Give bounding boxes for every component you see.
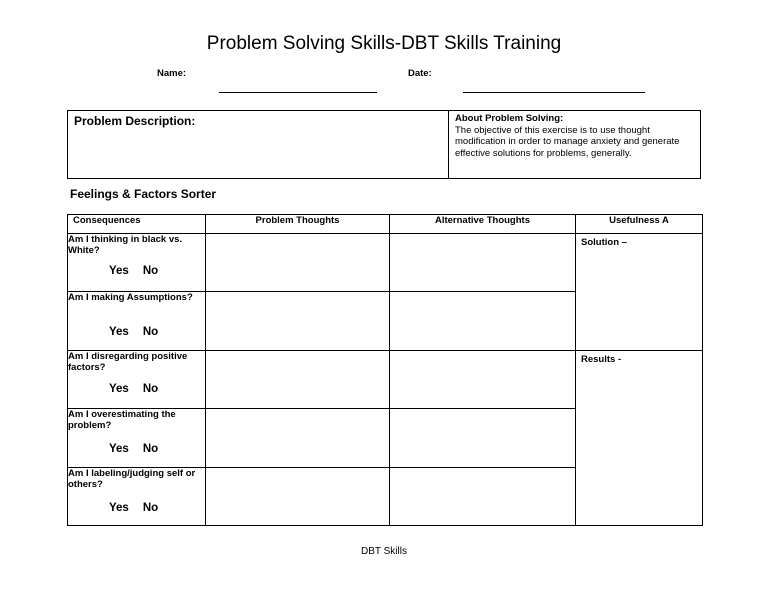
problem-thought-cell[interactable] <box>206 468 390 526</box>
no-option[interactable]: No <box>142 265 159 277</box>
question-text: Am I overestimating the problem? <box>68 409 176 431</box>
alternative-thought-cell[interactable] <box>390 351 576 409</box>
problem-thought-cell[interactable] <box>206 351 390 409</box>
results-cell[interactable] <box>576 351 703 526</box>
alternative-thought-cell[interactable] <box>390 409 576 468</box>
yes-option[interactable]: Yes <box>109 502 129 514</box>
no-option[interactable]: No <box>142 502 159 514</box>
name-label: Name: <box>157 68 187 79</box>
question-text: Am I labeling/judging self or others? <box>68 468 196 490</box>
table-row <box>68 234 703 292</box>
about-problem-solving <box>449 111 700 178</box>
no-option[interactable]: No <box>142 326 159 338</box>
solution-label: Solution – <box>581 237 627 248</box>
question-cell <box>68 409 206 468</box>
results-label: Results - <box>581 354 622 365</box>
yes-option[interactable]: Yes <box>109 265 129 277</box>
solution-cell[interactable] <box>576 234 703 351</box>
question-text: Am I disregarding positive factors? <box>68 351 188 373</box>
yes-no-options <box>109 327 158 338</box>
yes-no-options <box>109 503 158 514</box>
page-footer: DBT Skills <box>361 546 407 557</box>
header-usefulness: Usefulness A <box>576 215 703 234</box>
yes-option[interactable]: Yes <box>109 443 129 455</box>
yes-no-options <box>109 384 158 395</box>
date-field[interactable] <box>463 92 645 93</box>
about-text: The objective of this exercise is to use thought modification in order to manage anxiety and generate effective solutions for problems, generally. <box>455 124 680 159</box>
no-option[interactable]: No <box>142 383 159 395</box>
yes-no-options <box>109 444 158 455</box>
question-cell <box>68 292 206 351</box>
alternative-thought-cell[interactable] <box>390 468 576 526</box>
question-text: Am I thinking in black vs. White? <box>68 234 183 256</box>
about-title: About Problem Solving: <box>455 113 564 124</box>
header-problem-thoughts: Problem Thoughts <box>206 215 390 234</box>
problem-description-label: Problem Description: <box>74 114 196 128</box>
page-title: Problem Solving Skills-DBT Skills Training <box>206 33 562 54</box>
header-alternative-thoughts: Alternative Thoughts <box>390 215 576 234</box>
yes-no-options <box>109 266 158 277</box>
no-option[interactable]: No <box>142 443 159 455</box>
sorter-title: Feelings & Factors Sorter <box>70 187 217 201</box>
alternative-thought-cell[interactable] <box>390 234 576 292</box>
alternative-thought-cell[interactable] <box>390 292 576 351</box>
yes-option[interactable]: Yes <box>109 326 129 338</box>
problem-thought-cell[interactable] <box>206 292 390 351</box>
problem-description-field[interactable] <box>68 111 449 178</box>
date-label: Date: <box>408 68 432 79</box>
sorter-table <box>67 214 703 526</box>
question-cell <box>68 351 206 409</box>
question-cell <box>68 234 206 292</box>
question-text: Am I making Assumptions? <box>68 292 193 303</box>
name-field[interactable] <box>219 92 377 93</box>
question-cell <box>68 468 206 526</box>
yes-option[interactable]: Yes <box>109 383 129 395</box>
problem-thought-cell[interactable] <box>206 409 390 468</box>
table-row <box>68 351 703 409</box>
problem-description-box <box>67 110 701 179</box>
header-consequences: Consequences <box>68 215 206 234</box>
problem-thought-cell[interactable] <box>206 234 390 292</box>
